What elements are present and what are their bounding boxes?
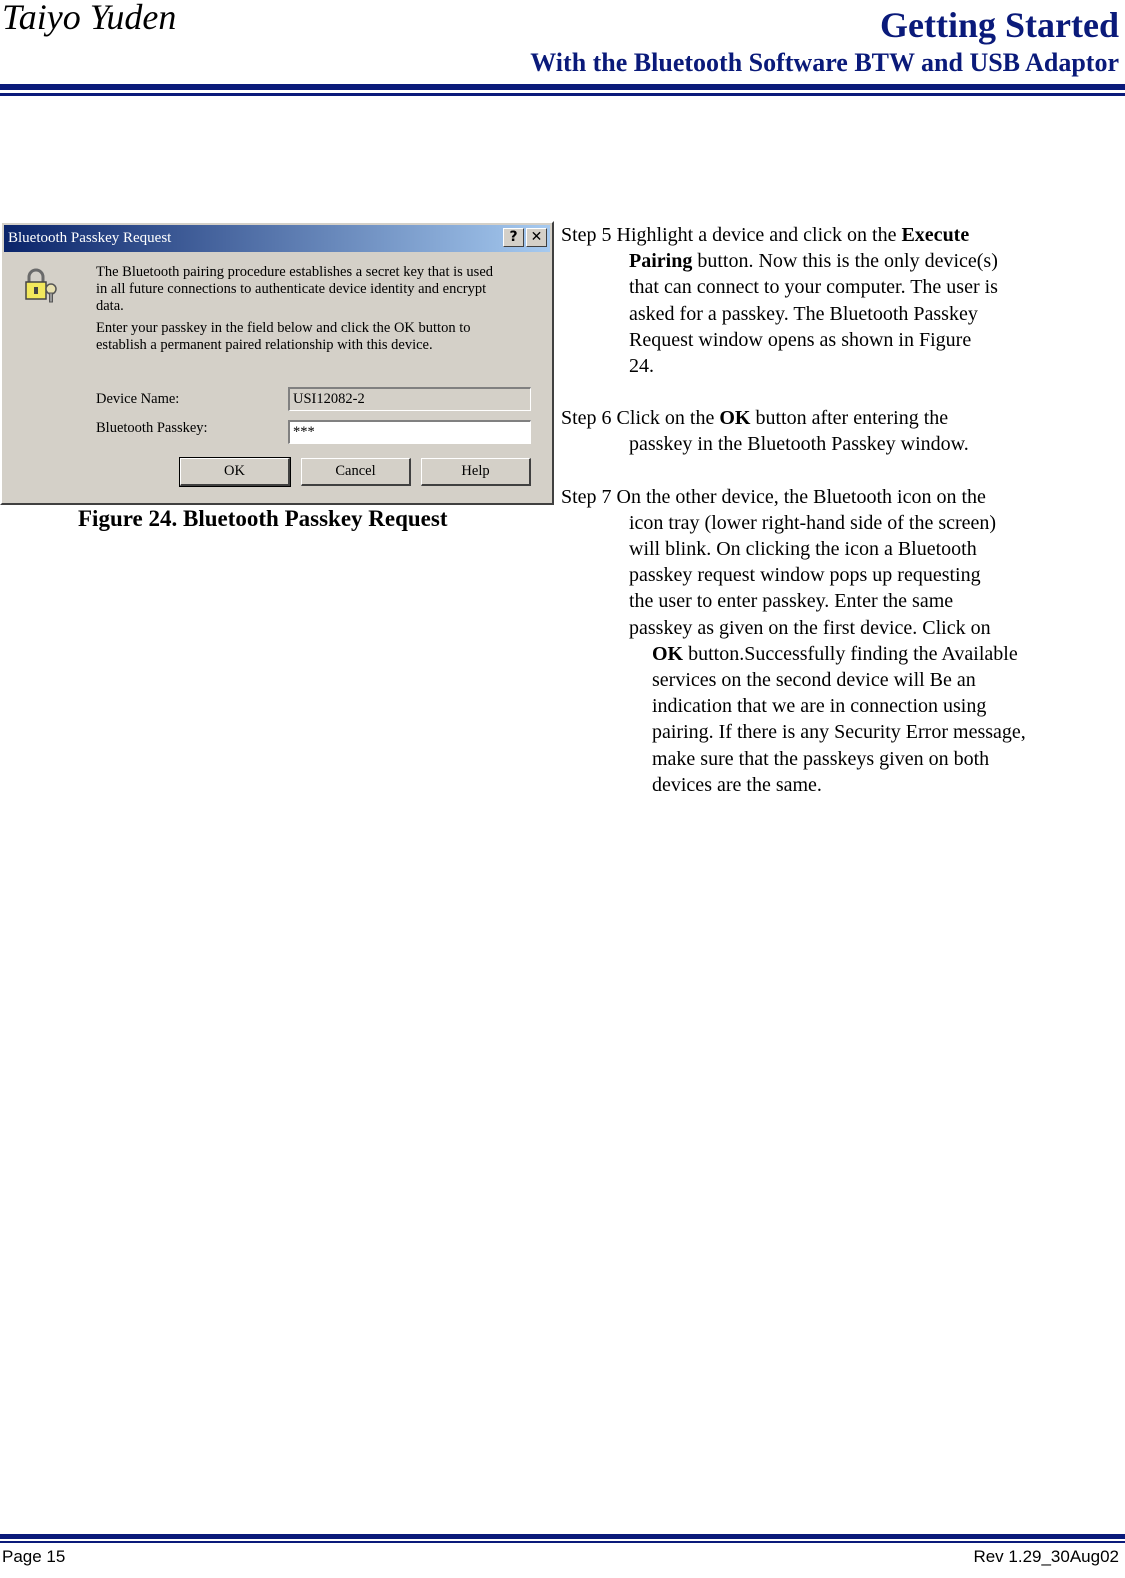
figure-caption: Figure 24. Bluetooth Passkey Request bbox=[78, 506, 448, 531]
dialog-message-2-line-2: establish a permanent paired relationship with this device. bbox=[96, 337, 433, 353]
step-5-line: 24. bbox=[629, 355, 654, 378]
dialog-message-2 bbox=[96, 320, 536, 354]
dialog-message-1 bbox=[96, 264, 536, 315]
device-name-field: USI12082-2 bbox=[288, 387, 531, 411]
step-7-line: make sure that the passkeys given on both bbox=[652, 747, 990, 770]
step-7-line: passkey request window pops up requesting bbox=[629, 564, 981, 587]
step-6-text: button after entering the bbox=[750, 407, 949, 430]
dialog-message-1-line-2: in all future connections to authenticate device identity and encrypt bbox=[96, 281, 487, 297]
step-5 bbox=[561, 222, 1101, 379]
step-5-line bbox=[561, 222, 1101, 248]
step-7-bold: OK bbox=[652, 642, 684, 665]
step-6-line bbox=[561, 405, 1101, 431]
step-5-line: asked for a passkey. The Bluetooth Passkey bbox=[629, 302, 978, 325]
step-7-text: button.Successfully finding the Available bbox=[683, 642, 1018, 665]
step-6-text: Step 6 Click on the bbox=[561, 407, 720, 430]
step-7-line: Step 7 On the other device, the Bluetooth icon on the bbox=[561, 485, 986, 508]
close-icon[interactable]: ✕ bbox=[526, 228, 547, 247]
header-title: Getting Started bbox=[880, 5, 1119, 45]
step-7-line: devices are the same. bbox=[652, 773, 822, 796]
step-5-bold: Pairing bbox=[629, 250, 693, 273]
device-name-label: Device Name: bbox=[96, 391, 180, 407]
step-7-line: services on the second device will Be an bbox=[652, 669, 976, 692]
step-5-line bbox=[561, 248, 1101, 274]
step-5-line: that can connect to your computer. The user is bbox=[629, 276, 998, 299]
step-5-text: button. Now this is the only device(s) bbox=[692, 250, 998, 273]
step-7-line: indication that we are in connection using bbox=[652, 695, 987, 718]
passkey-input[interactable]: *** bbox=[288, 420, 531, 444]
cancel-button[interactable]: Cancel bbox=[301, 458, 411, 486]
step-7 bbox=[561, 484, 1101, 798]
step-7-line: icon tray (lower right-hand side of the screen) bbox=[629, 511, 997, 534]
header-rule-thick bbox=[0, 84, 1125, 90]
header-subtitle: With the Bluetooth Software BTW and USB Adaptor bbox=[530, 48, 1119, 77]
step-5-bold: Execute bbox=[901, 224, 970, 246]
footer-rule-thin bbox=[0, 1541, 1125, 1543]
dialog-title: Bluetooth Passkey Request bbox=[8, 230, 172, 246]
header-rule-thin bbox=[0, 93, 1125, 96]
step-6-bold: OK bbox=[719, 407, 751, 430]
step-6 bbox=[561, 405, 1101, 457]
dialog-message-1-line-3: data. bbox=[96, 298, 124, 314]
step-6-line: passkey in the Bluetooth Passkey window. bbox=[629, 433, 969, 456]
dialog-titlebar bbox=[4, 225, 550, 252]
footer-revision: Rev 1.29_30Aug02 bbox=[973, 1547, 1119, 1566]
step-5-line: Request window opens as shown in Figure bbox=[629, 328, 972, 351]
steps-text bbox=[561, 222, 1101, 824]
passkey-label: Bluetooth Passkey: bbox=[96, 420, 208, 436]
step-7-line: the user to enter passkey. Enter the same bbox=[629, 590, 954, 613]
ok-button[interactable]: OK bbox=[180, 458, 290, 486]
step-7-line bbox=[561, 641, 1101, 667]
lock-key-icon bbox=[20, 265, 60, 305]
step-5-text: Step 5 Highlight a device and click on the bbox=[561, 224, 902, 246]
dialog-message-2-line-1: Enter your passkey in the field below and click the OK button to bbox=[96, 320, 471, 336]
help-icon[interactable]: ? bbox=[503, 228, 524, 247]
footer-rule-thick bbox=[0, 1534, 1125, 1539]
step-7-line: will blink. On clicking the icon a Bluetooth bbox=[629, 538, 977, 561]
step-7-line: passkey as given on the first device. Click on bbox=[629, 616, 991, 639]
dialog-message-1-line-1: The Bluetooth pairing procedure establishes a secret key that is used bbox=[96, 264, 494, 280]
help-button[interactable]: Help bbox=[421, 458, 531, 486]
header-brand: Taiyo Yuden bbox=[2, 0, 177, 37]
footer-page-number: Page 15 bbox=[2, 1547, 66, 1566]
step-7-line: pairing. If there is any Security Error message, bbox=[652, 721, 1026, 744]
